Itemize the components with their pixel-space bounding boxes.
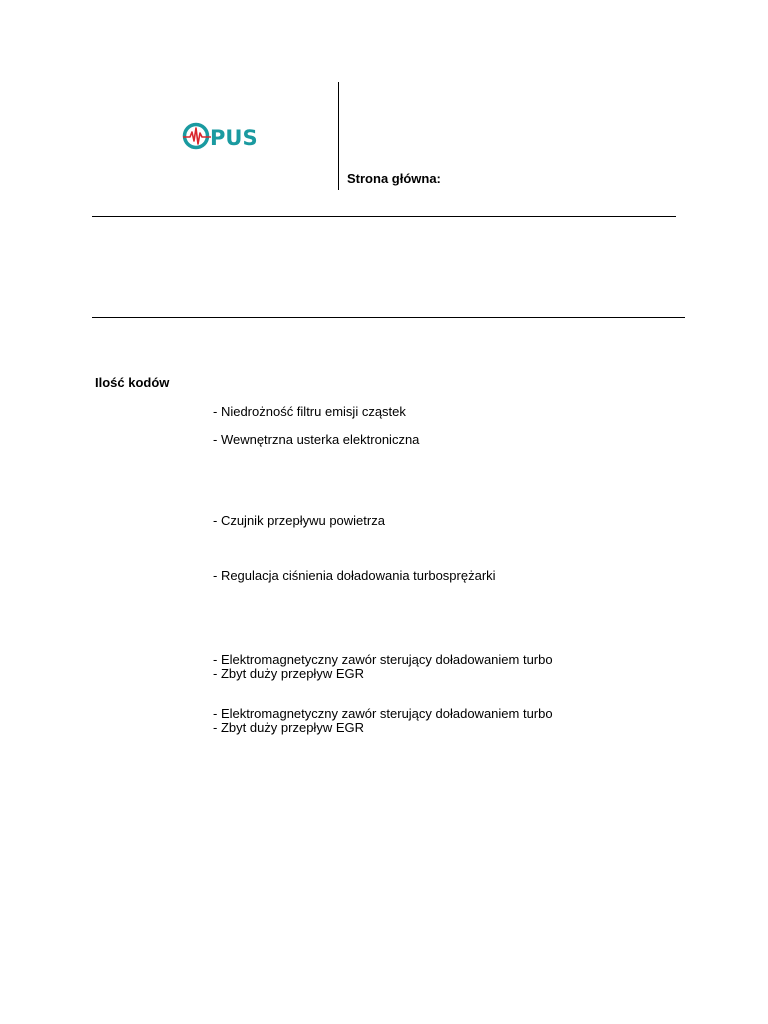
opus-logo-mark bbox=[182, 120, 262, 152]
fault-line: - Regulacja ciśnienia doładowania turbosprężarki bbox=[213, 568, 496, 583]
fault-line: - Elektromagnetyczny zawór sterujący doładowaniem turbo bbox=[213, 652, 553, 667]
section-rule bbox=[92, 317, 685, 318]
opus-logo bbox=[182, 120, 262, 152]
fault-line: - Niedrożność filtru emisji cząstek bbox=[213, 404, 406, 419]
svg-text:PUS: PUS bbox=[210, 126, 258, 150]
header-divider-vertical bbox=[338, 82, 339, 190]
fault-line: - Zbyt duży przepływ EGR bbox=[213, 720, 364, 735]
fault-item bbox=[213, 653, 553, 681]
fault-item bbox=[213, 514, 385, 528]
codes-count-label: Ilość kodów bbox=[95, 375, 170, 390]
fault-item bbox=[213, 707, 553, 735]
home-label: Strona główna: bbox=[347, 171, 441, 186]
fault-item bbox=[213, 569, 496, 583]
fault-item bbox=[213, 405, 406, 419]
fault-line: - Elektromagnetyczny zawór sterujący doładowaniem turbo bbox=[213, 706, 553, 721]
header-rule bbox=[92, 216, 676, 217]
fault-line: - Wewnętrzna usterka elektroniczna bbox=[213, 432, 420, 447]
fault-item bbox=[213, 433, 419, 447]
fault-line: - Czujnik przepływu powietrza bbox=[213, 513, 385, 528]
fault-line: - Zbyt duży przepływ EGR bbox=[213, 666, 364, 681]
